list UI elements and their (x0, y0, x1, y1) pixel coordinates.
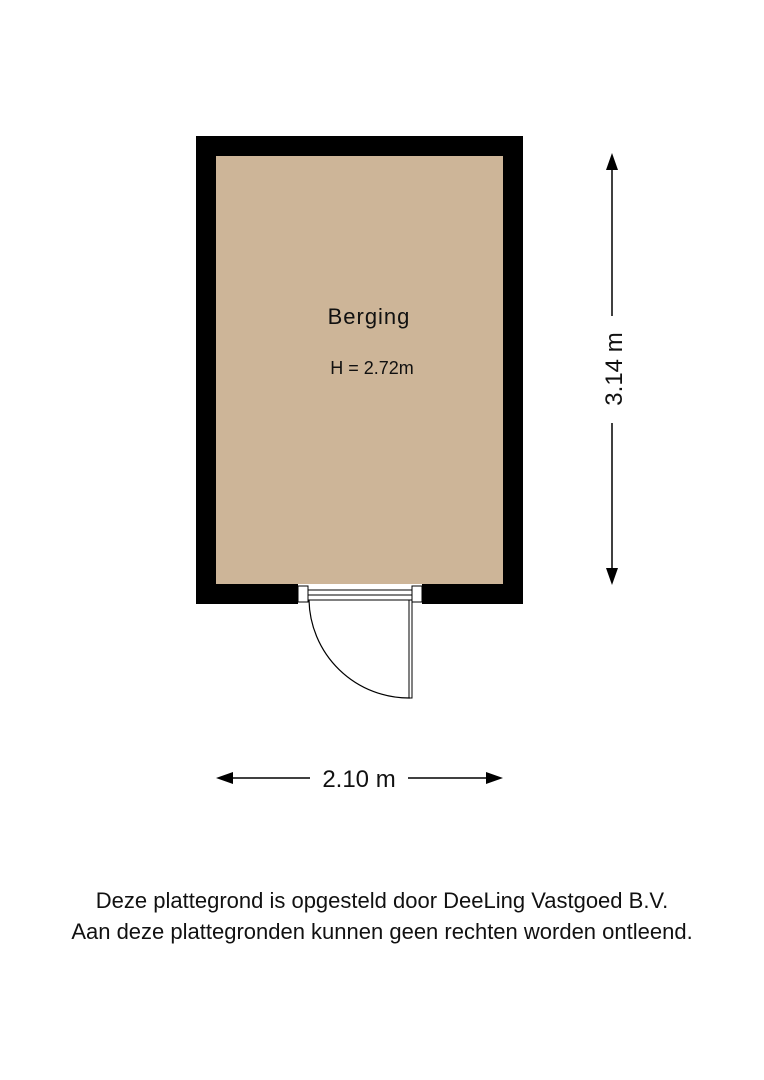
door-frame-right (412, 586, 422, 602)
depth-dimension-label: 3.14 m (601, 332, 628, 406)
depth-arrow-up-icon (606, 153, 618, 170)
door-frame-left (298, 586, 308, 602)
wall-top (196, 136, 523, 156)
wall-bottom-right (422, 584, 523, 604)
door-leaf (409, 600, 412, 698)
width-arrow-right-icon (486, 772, 503, 784)
depth-arrow-down-icon (606, 568, 618, 585)
wall-right (503, 136, 523, 604)
door-swing-arc (309, 600, 410, 698)
width-arrow-left-icon (216, 772, 233, 784)
wall-left (196, 136, 216, 604)
room-height-label: H = 2.72m (330, 358, 414, 378)
disclaimer-line-1: Deze plattegrond is opgesteld door DeeLing Vastgoed B.V. (95, 888, 669, 913)
disclaimer-line-2: Aan deze plattegronden kunnen geen rechten worden ontleend. (71, 919, 693, 944)
disclaimer (0, 885, 764, 947)
depth-dimension (601, 153, 628, 585)
door (298, 586, 422, 698)
wall-bottom-left (196, 584, 298, 604)
width-dimension-label: 2.10 m (322, 766, 396, 793)
width-dimension (216, 766, 503, 793)
room-name: Berging (327, 304, 411, 329)
